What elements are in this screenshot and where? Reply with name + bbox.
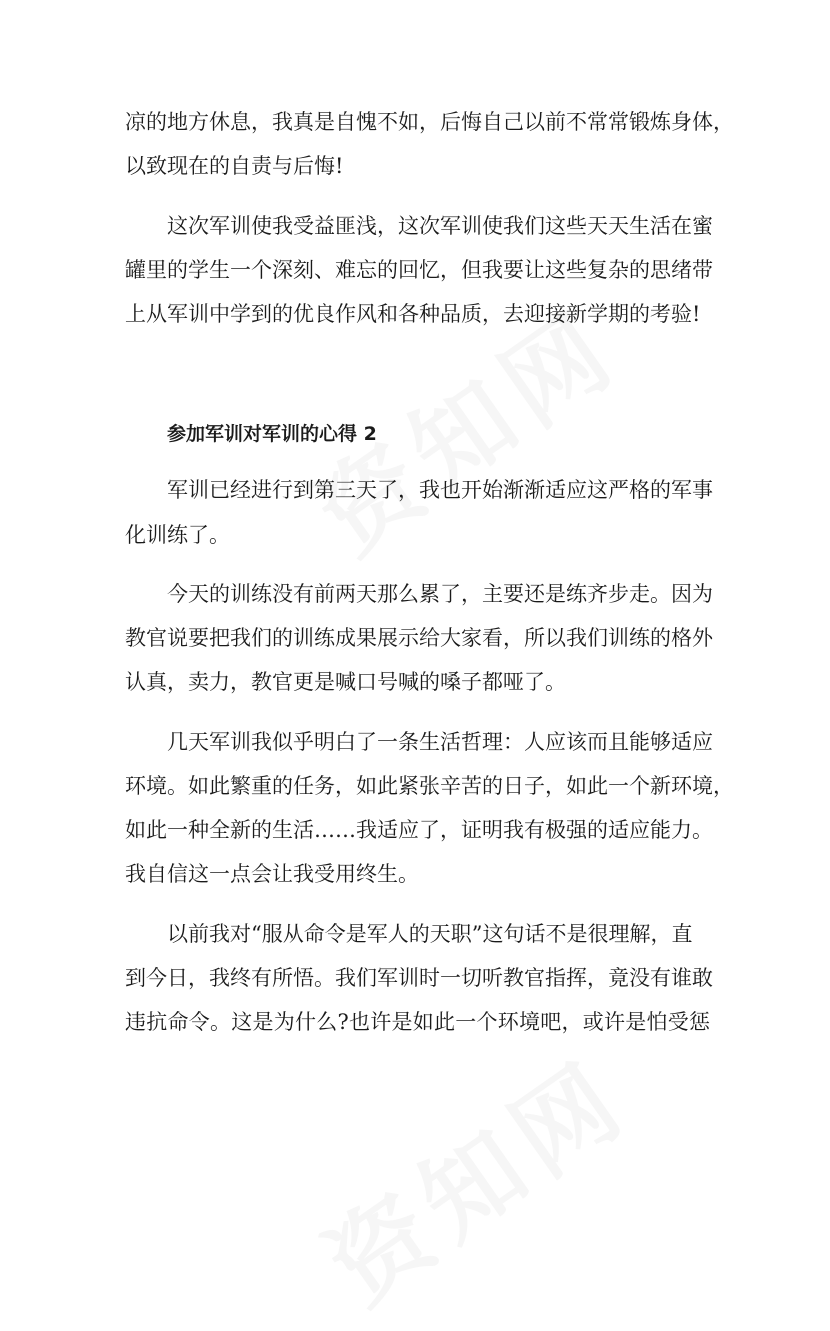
paragraph-line: 到今日，我终有所悟。我们军训时一切听教官指挥，竟没有谁敢 bbox=[125, 966, 713, 990]
paragraph-line: 化训练了。 bbox=[125, 523, 230, 547]
paragraph-line: 凉的地方休息，我真是自愧不如，后悔自己以前不常常锻炼身体， bbox=[125, 110, 734, 134]
paragraph-line: 今天的训练没有前两天那么累了，主要还是练齐步走。因为 bbox=[167, 582, 713, 606]
paragraph-line: 罐里的学生一个深刻、难忘的回忆，但我要让这些复杂的思绪带 bbox=[125, 258, 713, 282]
paragraph-line: 违抗命令。这是为什么?也许是如此一个环境吧，或许是怕受惩 bbox=[125, 1010, 710, 1034]
paragraph-line: 几天军训我似乎明白了一条生活哲理：人应该而且能够适应 bbox=[167, 730, 713, 754]
paragraph-line: 认真，卖力，教官更是喊口号喊的嗓子都哑了。 bbox=[125, 670, 566, 694]
paragraph-line: 以致现在的自责与后悔! bbox=[125, 154, 344, 178]
paragraph-line: 环境。如此繁重的任务，如此紧张辛苦的日子，如此一个新环境， bbox=[125, 774, 734, 798]
paragraph-line: 这次军训使我受益匪浅，这次军训使我们这些天天生活在蜜 bbox=[167, 214, 713, 238]
watermark bbox=[295, 1029, 626, 1311]
paragraph-line: 如此一种全新的生活……我适应了，证明我有极强的适应能力。 bbox=[125, 818, 713, 842]
section-heading: 参加军训对军训的心得 2 bbox=[167, 423, 377, 445]
paragraph-line: 教官说要把我们的训练成果展示给大家看，所以我们训练的格外 bbox=[125, 626, 713, 650]
paragraph-line: 上从军训中学到的优良作风和各种品质，去迎接新学期的考验! bbox=[125, 302, 701, 326]
paragraph-line: 我自信这一点会让我受用终生。 bbox=[125, 862, 419, 886]
paragraph-line: 军训已经进行到第三天了，我也开始渐渐适应这严格的军事 bbox=[167, 478, 713, 502]
paragraph-line: 以前我对“服从命令是军人的天职”这句话不是很理解，直 bbox=[167, 922, 693, 946]
